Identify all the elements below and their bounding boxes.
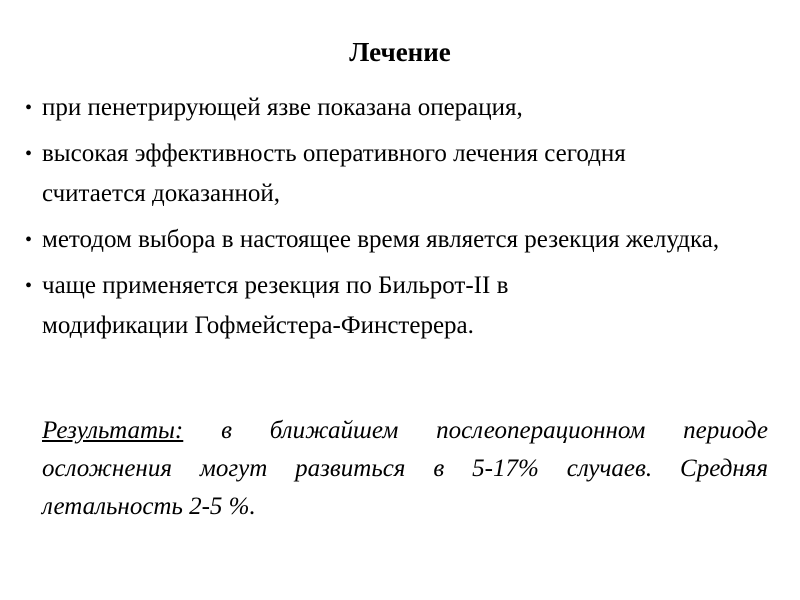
bullet-item-1 [25, 88, 785, 128]
slide-title: Лечение [349, 37, 451, 67]
bullet-item-2 [25, 134, 785, 214]
bullet-marker: • [25, 143, 33, 165]
results-label: Результаты: [42, 417, 184, 444]
bullet-marker: • [25, 275, 33, 297]
bullet-text: методом выбора в настоящее время является резекция желудка, [42, 226, 720, 253]
bullet-text: при пенетрирующей язве показана операция, [42, 94, 523, 121]
bullet-item-4 [25, 266, 785, 346]
bullet-marker: • [25, 97, 33, 119]
results-text: в ближайшем послеоперационном периоде осложнения могут развиться в 5-17% случаев. Средняя летальность 2-5 %. [42, 417, 768, 520]
bullet-text: высокая эффективность оперативного лечения сегодня считается доказанной, [42, 140, 626, 207]
bullet-marker: • [25, 229, 33, 251]
results-paragraph [42, 412, 768, 526]
bullet-text: чаще применяется резекция по Бильрот-II в модификации Гофмейстера-Финстерера. [42, 272, 509, 339]
bullet-list [25, 88, 785, 352]
bullet-item-3 [25, 220, 785, 260]
